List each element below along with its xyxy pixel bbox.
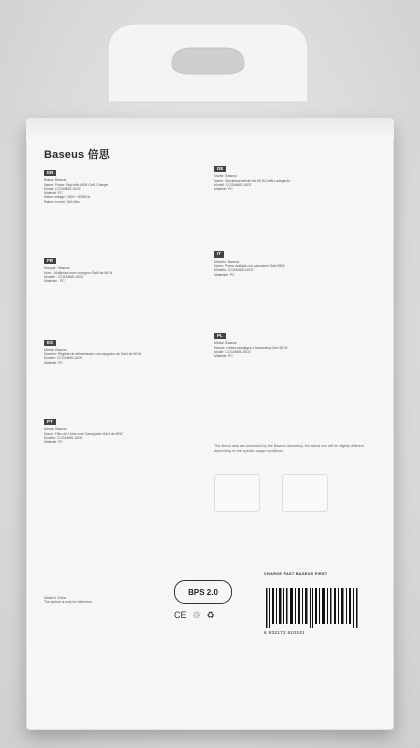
measurement-note: The above data are measured by the Baseus laboratory, the actual use will be slightly different depending on the specific usage conditions. [214, 444, 364, 453]
spec-section-en: EN Brand: Baseus Name: Power Strip with 65W GaN Charger Model: CCGAN65-16CE Material: PC Rated voltage: 250V~ 50/60Hz Rated current: 16A Max [44, 170, 109, 204]
recycle-icon: ♻ [206, 610, 215, 620]
spec-column-left [44, 170, 194, 449]
language-badge: IT [214, 251, 224, 257]
recycle-icon: ♲ [192, 610, 201, 620]
manufacturer-info: Made in China The picture is only for reference. [44, 596, 93, 605]
spec-section-fr: FR Marque : Baseus Nom : Multiprise avec chargeur GaN de 65 W Modèle : CCGAN65-16CE Matériau : PC [44, 258, 113, 284]
bps-certification-badge: BPS 2.0 [174, 580, 232, 604]
spec-section-es: ES Marca: Baseus Nombre: Regleta de alimentación con cargador de GaN de 65 W Modelo: CCGAN65-16CE Material: PC [44, 339, 142, 365]
compliance-marks [174, 610, 215, 621]
box-top-flap [26, 118, 394, 140]
language-badge: EN [44, 170, 56, 176]
product-box [26, 118, 394, 730]
ce-mark-icon: CE [174, 610, 187, 620]
spec-section-it: IT Marchio: Baseus Nome: Presa multipla con caricatore GaN 65W Modello: CCGAN65-16CE Materiale: PC [214, 251, 285, 277]
barcode-number: 6 932172 610241 [264, 630, 306, 635]
brand-name-cn: 倍思 [87, 149, 111, 161]
language-badge: PL [214, 333, 226, 339]
language-badge: FR [44, 258, 56, 264]
language-badge: PT [44, 419, 56, 425]
brand-name: Baseus [44, 149, 85, 161]
spec-column-right [214, 166, 376, 362]
hang-tab [102, 18, 314, 106]
spec-section-pt: PT Marca: Baseus Nome: Filtro de Linha com Carregador GaN de 65W Modelo: CCGAN65-16CE Material: PC [44, 419, 123, 445]
brand-logo [44, 146, 110, 162]
spec-section-de: DE Marke: Baseus Name: Steckdosenleiste mit 65-W-GaN-Ladegerät Modell: CCGAN65-16CE Material: PC [214, 166, 290, 192]
language-badge: DE [214, 166, 226, 172]
barcode-icon [264, 588, 360, 628]
spec-section-pl: PL Marka: Baseus Nazwa: Listwa zasilająca z ładowarką GaN 65 W Model: CCGAN65-16CE Materiał: PC [214, 332, 288, 359]
cert-stamp-right [282, 474, 328, 512]
cert-stamp-left [214, 474, 260, 512]
brand-tagline: CHARGE FAST BASEUS FIRST [264, 572, 328, 576]
language-badge: ES [44, 340, 56, 346]
